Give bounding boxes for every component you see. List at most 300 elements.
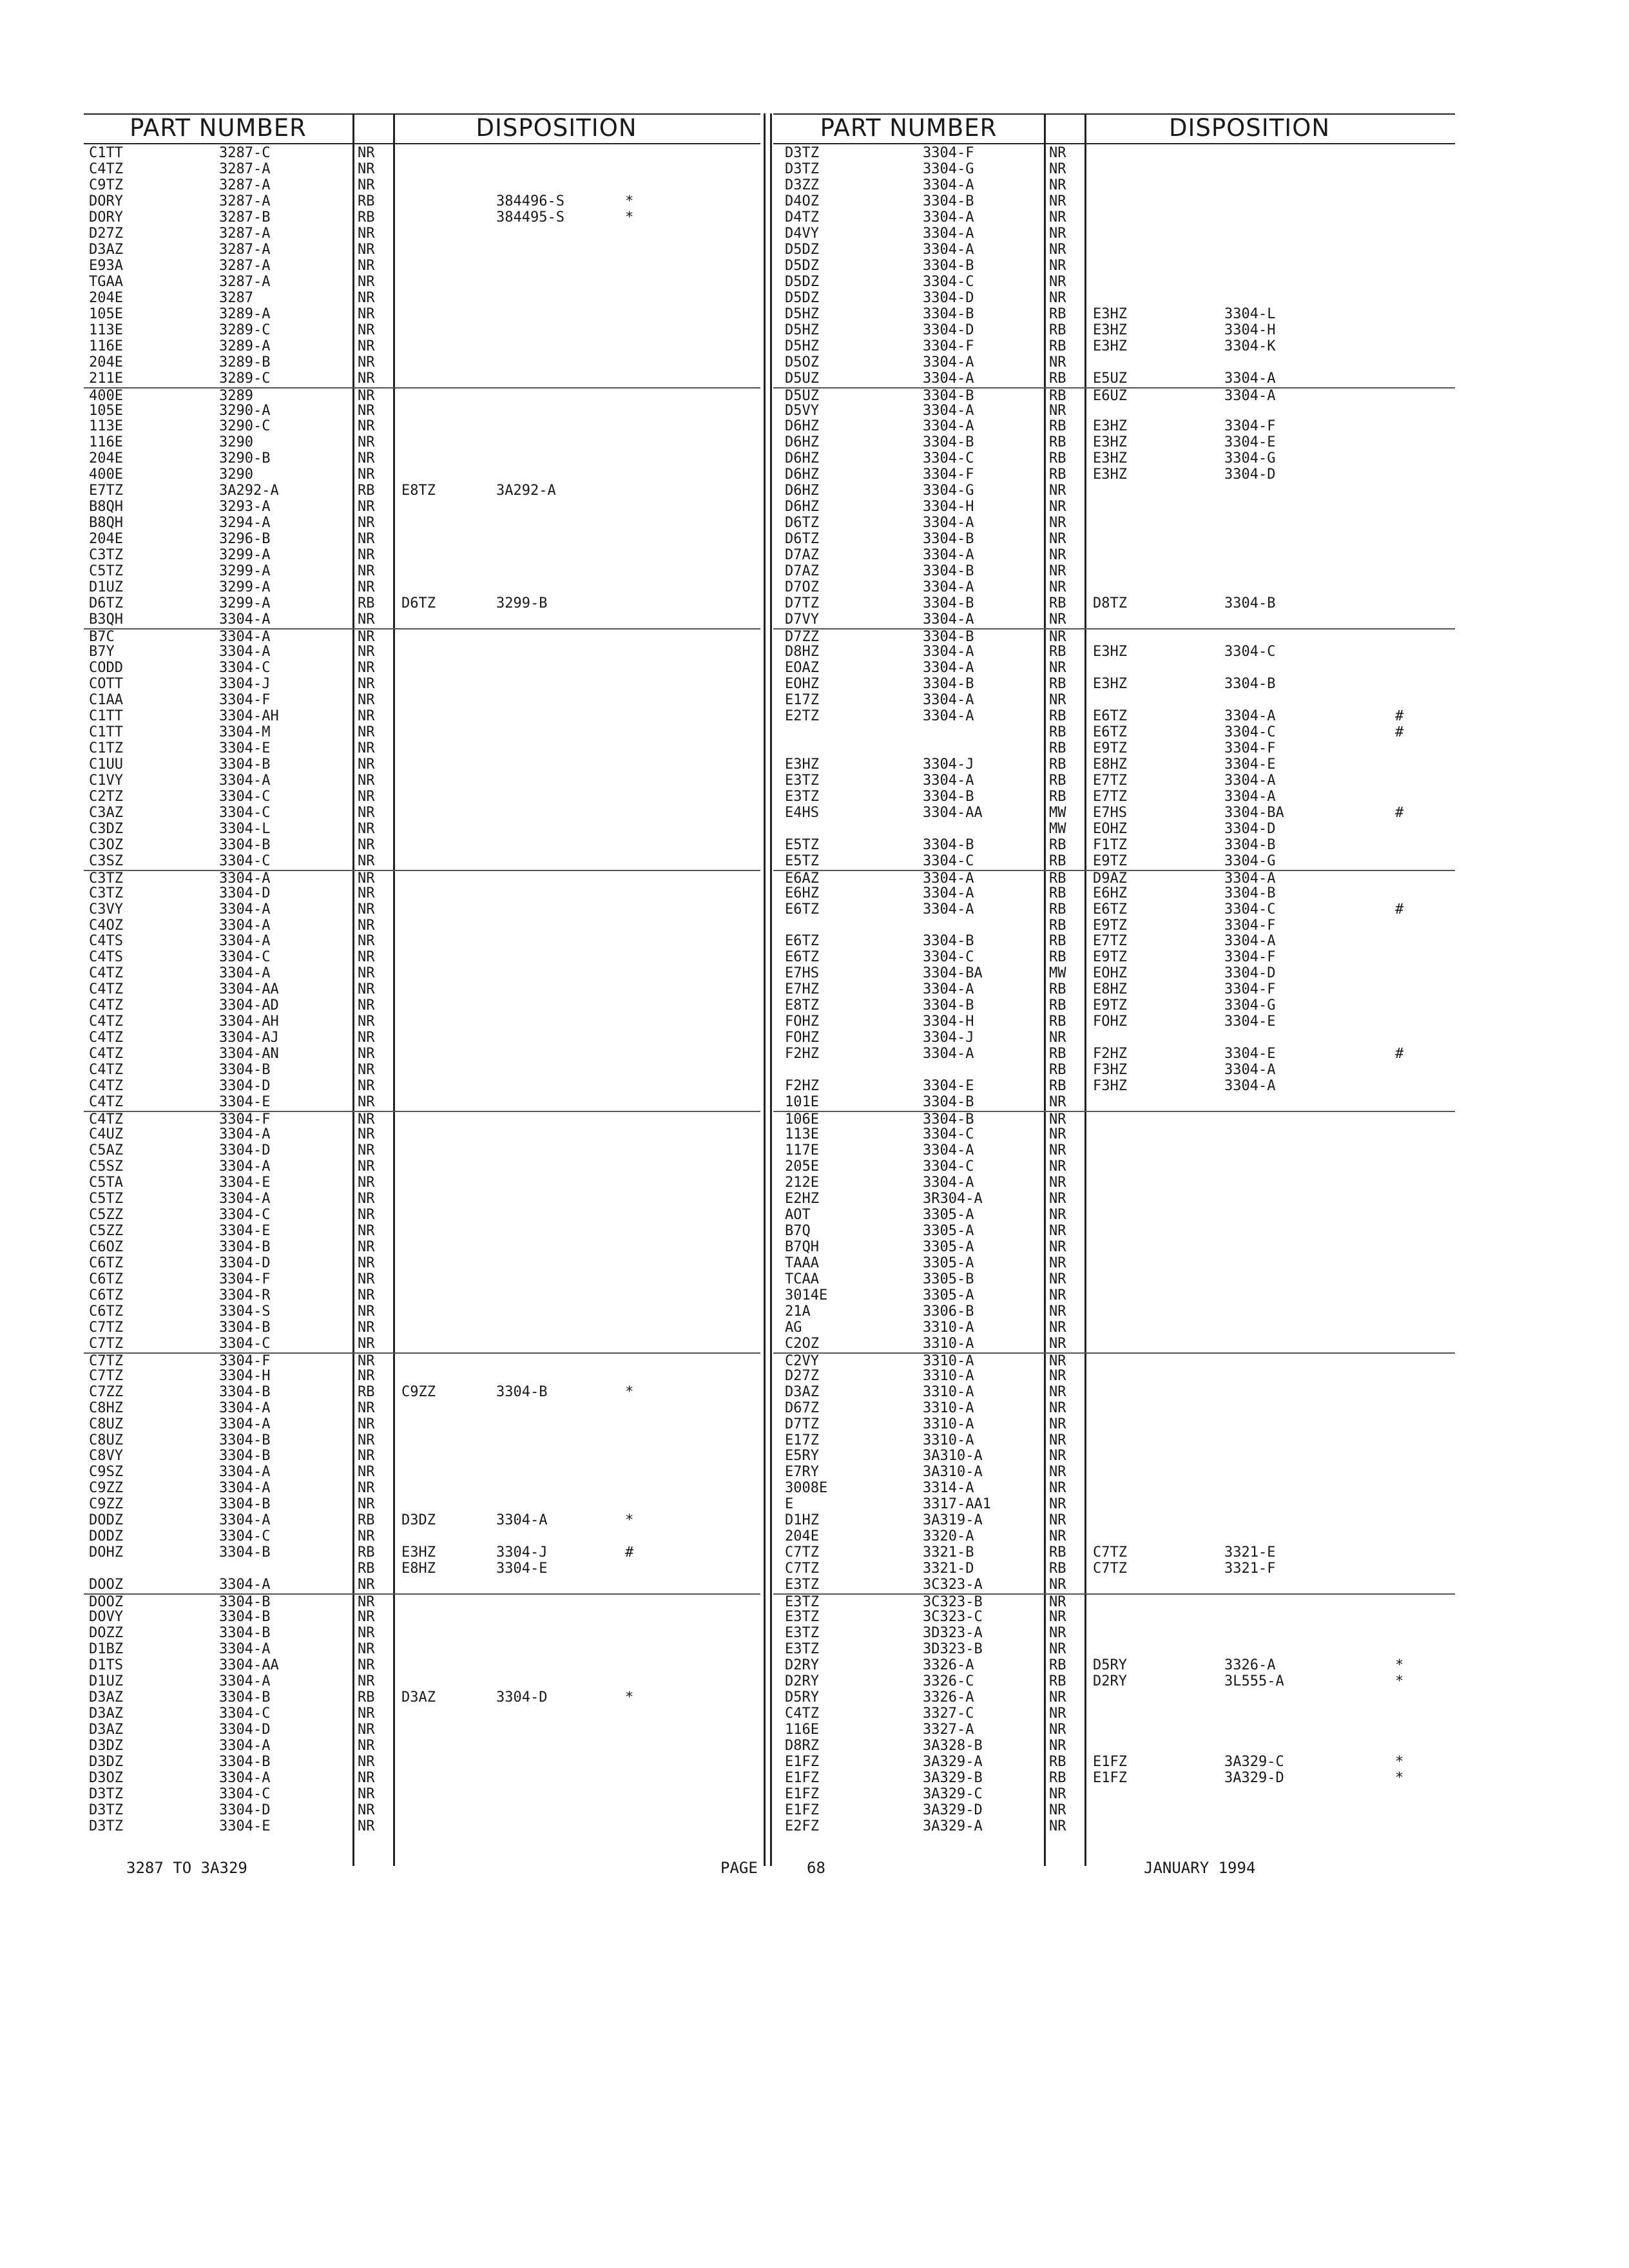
prefix-cell: E6TZ (785, 949, 819, 966)
part-number-cell: 3304-A (923, 547, 974, 564)
disposition-code-cell: NR (358, 1528, 375, 1545)
table-row (84, 628, 760, 644)
prefix-cell: C3SZ (89, 852, 123, 869)
prefix-cell: C6TZ (89, 1254, 123, 1271)
part-number-cell: 3304-C (923, 1126, 974, 1143)
table-row (773, 644, 1455, 660)
prefix-cell: D5DZ (785, 257, 819, 274)
prefix-cell: D2RY (785, 1657, 819, 1674)
replacement-prefix-cell: EOHZ (1093, 965, 1127, 982)
prefix-cell: 3008E (785, 1480, 828, 1497)
disposition-code-cell: NR (1049, 547, 1066, 564)
disposition-code-cell: NR (358, 901, 375, 918)
part-number-cell: 3A328-B (923, 1737, 983, 1754)
table-row (773, 1288, 1455, 1304)
prefix-cell: D7TZ (785, 1416, 819, 1432)
replacement-prefix-cell: E6TZ (1093, 901, 1127, 918)
table-row (773, 194, 1455, 210)
part-number-cell: 3304-A (219, 917, 271, 934)
part-number-cell: 3304-F (219, 1111, 271, 1128)
prefix-cell: B8QH (89, 499, 123, 515)
prefix-cell: C3AZ (89, 804, 123, 821)
part-number-cell: 3290-A (219, 402, 271, 419)
disposition-code-cell: NR (1049, 1222, 1066, 1239)
disposition-code-cell: NR (358, 917, 375, 934)
table-row (773, 966, 1455, 982)
table-row (84, 1207, 760, 1224)
prefix-cell: 113E (89, 322, 123, 338)
part-number-cell: 3304-B (923, 629, 974, 646)
table-row (84, 371, 760, 387)
disposition-code-cell: RB (1049, 370, 1066, 387)
table-row (773, 1545, 1455, 1561)
part-number-cell: 3304-C (923, 1158, 974, 1175)
disposition-code-cell: RB (1049, 1769, 1066, 1786)
part-number-cell: 3304-H (219, 1367, 271, 1384)
table-row (773, 1497, 1455, 1513)
table-row (84, 419, 760, 435)
disposition-code-cell: RB (358, 1544, 375, 1561)
table-row (84, 1577, 760, 1593)
table-row (773, 1320, 1455, 1336)
prefix-cell: C4TZ (89, 1014, 123, 1030)
part-number-cell: 3304-C (923, 450, 974, 467)
table-row (84, 1352, 760, 1369)
replacement-number-cell: 3321-F (1224, 1561, 1276, 1577)
part-number-cell: 3304-A (923, 707, 974, 724)
disposition-code-cell: NR (358, 852, 375, 869)
prefix-cell: D4OZ (785, 193, 819, 209)
disposition-code-cell: RB (358, 1689, 375, 1706)
part-number-cell: 3304-A (219, 1512, 271, 1529)
prefix-cell: C3TZ (89, 885, 123, 901)
table-row (84, 902, 760, 918)
table-row (84, 1610, 760, 1626)
disposition-code-cell: RB (1049, 595, 1066, 612)
table-row (84, 548, 760, 564)
table-row (84, 1320, 760, 1336)
part-number-cell: 3304-A (219, 1126, 271, 1143)
table-row (84, 822, 760, 838)
disposition-code-cell: NR (358, 836, 375, 853)
table-row (773, 612, 1455, 628)
table-row (84, 580, 760, 596)
part-number-cell: 3304-F (219, 1271, 271, 1287)
center-divider (770, 113, 772, 1866)
prefix-cell: C4TZ (785, 1705, 819, 1722)
prefix-cell: AG (785, 1319, 802, 1336)
replacement-prefix-cell: F3HZ (1093, 1078, 1127, 1095)
disposition-code-cell: NR (358, 1287, 375, 1303)
part-number-cell: 3304-B (923, 434, 974, 451)
part-number-cell: 3304-AD (219, 997, 279, 1014)
prefix-cell: D3TZ (89, 1785, 123, 1802)
disposition-code-cell: RB (1049, 707, 1066, 724)
part-number-cell: 3305-A (923, 1287, 974, 1303)
table-row (773, 274, 1455, 291)
disposition-code-cell: NR (358, 434, 375, 451)
prefix-cell: D1TS (89, 1657, 123, 1674)
right-rows (773, 146, 1455, 1835)
part-number-cell: 3304-C (219, 788, 271, 805)
table-row (84, 1224, 760, 1240)
disposition-code-cell: NR (358, 515, 375, 532)
footer-date: JANUARY 1994 (1144, 1859, 1256, 1877)
part-number-cell: 3304-A (219, 1673, 271, 1690)
part-number-cell: 3289-B (219, 354, 271, 370)
part-number-cell: 3304-AJ (219, 1030, 279, 1046)
part-number-cell: 3304-A (219, 772, 271, 789)
part-number-cell: 3304-A (219, 1464, 271, 1481)
part-number-cell: 3320-A (923, 1528, 974, 1545)
prefix-cell: D3AZ (89, 1721, 123, 1738)
part-number-cell: 3C323-A (923, 1577, 983, 1593)
replacement-prefix-cell: E6UZ (1093, 387, 1127, 404)
prefix-cell: 204E (89, 289, 123, 306)
prefix-cell: AOT (785, 1206, 811, 1223)
left-table (84, 113, 760, 1866)
table-row (773, 709, 1455, 725)
table-row (773, 1690, 1455, 1706)
table-row (773, 1593, 1455, 1610)
replacement-number-cell: 3299-B (496, 595, 548, 612)
disposition-code-cell: NR (1049, 1416, 1066, 1432)
disposition-code-cell: RB (1049, 901, 1066, 918)
footer-page-label: PAGE (720, 1859, 758, 1877)
table-row (84, 1674, 760, 1690)
table-row (84, 1159, 760, 1175)
part-number-cell: 3304-A (923, 1046, 974, 1062)
table-row (84, 435, 760, 451)
table-row (84, 1304, 760, 1320)
table-row (84, 805, 760, 822)
replacement-prefix-cell: C7TZ (1093, 1561, 1127, 1577)
replacement-prefix-cell: C7TZ (1093, 1544, 1127, 1561)
prefix-cell: E2HZ (785, 1190, 819, 1207)
disposition-code-cell: NR (358, 466, 375, 483)
part-number-cell: 3299-A (219, 579, 271, 596)
prefix-cell: E1FZ (785, 1802, 819, 1818)
part-number-cell: 3C323-B (923, 1594, 983, 1611)
disposition-code-cell: NR (1049, 1383, 1066, 1400)
table-row (84, 1127, 760, 1143)
part-number-cell: 3304-B (923, 788, 974, 805)
note-mark-cell: * (625, 1689, 634, 1706)
disposition-code-cell: NR (358, 1641, 375, 1658)
prefix-cell: D3AZ (89, 1689, 123, 1706)
disposition-code-cell: NR (358, 1705, 375, 1722)
replacement-prefix-cell: D5RY (1093, 1657, 1127, 1674)
prefix-cell: C3TZ (89, 547, 123, 564)
prefix-cell: C4TZ (89, 981, 123, 998)
disposition-code-cell: NR (1049, 1448, 1066, 1465)
table-row (84, 1771, 760, 1787)
disposition-code-cell: NR (1049, 531, 1066, 548)
replacement-prefix-cell: F2HZ (1093, 1046, 1127, 1062)
disposition-code-cell: NR (358, 1158, 375, 1175)
disposition-code-cell: NR (1049, 209, 1066, 226)
prefix-cell: E17Z (785, 1432, 819, 1448)
disposition-code-cell: NR (358, 1753, 375, 1770)
part-number-cell: 3304-D (219, 885, 271, 901)
part-number-cell: 3321-D (923, 1561, 974, 1577)
replacement-number-cell: 3304-J (496, 1544, 548, 1561)
table-row (84, 1272, 760, 1288)
replacement-number-cell: 3304-F (1224, 981, 1276, 998)
disposition-code-cell: NR (1049, 160, 1066, 177)
replacement-prefix-cell: E3HZ (1093, 466, 1127, 483)
prefix-cell: E4HS (785, 804, 819, 821)
table-row (773, 1095, 1455, 1111)
note-mark-cell: # (1395, 707, 1404, 724)
disposition-code-cell: NR (358, 1367, 375, 1384)
disposition-code-cell: NR (358, 1416, 375, 1432)
table-row (773, 677, 1455, 693)
prefix-cell: E3HZ (785, 756, 819, 773)
table-row (84, 1722, 760, 1738)
prefix-cell: D3ZZ (785, 177, 819, 193)
disposition-code-cell: NR (1049, 1496, 1066, 1513)
table-row (773, 773, 1455, 789)
table-row (84, 1046, 760, 1062)
prefix-cell: 205E (785, 1158, 819, 1175)
table-row (84, 757, 760, 773)
prefix-cell: D3AZ (89, 241, 123, 258)
disposition-code-cell: NR (358, 1271, 375, 1287)
prefix-cell: 116E (89, 434, 123, 451)
replacement-prefix-cell: D9AZ (1093, 870, 1127, 887)
prefix-cell: D5DZ (785, 241, 819, 258)
prefix-cell: D6HZ (785, 418, 819, 435)
part-number-cell: 3287-A (219, 193, 271, 209)
prefix-cell: D1UZ (89, 579, 123, 596)
replacement-number-cell: 3304-B (1224, 885, 1276, 901)
disposition-code-cell: NR (1049, 1528, 1066, 1545)
part-number-cell: 3A310-A (923, 1464, 983, 1481)
replacement-prefix-cell: E8HZ (1093, 981, 1127, 998)
disposition-code-cell: RB (1049, 305, 1066, 322)
part-number-cell: 3304-F (219, 691, 271, 708)
disposition-code-cell: RB (1049, 740, 1066, 756)
table-row (773, 1561, 1455, 1577)
prefix-cell: D3DZ (89, 1753, 123, 1770)
table-row (84, 1513, 760, 1529)
part-number-cell: 3304-M (219, 724, 271, 740)
table-row (773, 822, 1455, 838)
table-row (773, 1127, 1455, 1143)
disposition-code-cell: NR (358, 289, 375, 306)
table-row (84, 677, 760, 693)
disposition-code-cell: NR (358, 1399, 375, 1416)
replacement-number-cell: 3A292-A (496, 483, 556, 499)
prefix-cell: 116E (785, 1721, 819, 1738)
part-number-cell: 3D323-A (923, 1625, 983, 1642)
table-row (84, 1626, 760, 1642)
part-number-cell: 3304-E (219, 1818, 271, 1834)
table-row (84, 660, 760, 677)
part-number-cell: 3304-D (219, 1078, 271, 1095)
disposition-code-cell: RB (358, 209, 375, 226)
prefix-cell: C1VY (89, 772, 123, 789)
table-row (773, 1674, 1455, 1690)
prefix-cell: E6AZ (785, 870, 819, 887)
disposition-code-cell: NR (1049, 691, 1066, 708)
part-number-cell: 3306-B (923, 1303, 974, 1320)
part-number-cell: 3304-A (219, 1416, 271, 1432)
prefix-cell: C5SZ (89, 1158, 123, 1175)
replacement-number-cell: 3A329-D (1224, 1769, 1284, 1786)
table-row (84, 467, 760, 483)
disposition-code-cell: NR (1049, 1705, 1066, 1722)
replacement-number-cell: 3304-A (1224, 1062, 1276, 1079)
replacement-number-cell: 384496-S (496, 193, 564, 209)
note-mark-cell: # (1395, 1046, 1404, 1062)
prefix-cell: C6TZ (89, 1303, 123, 1320)
table-row (84, 1030, 760, 1046)
prefix-cell: E3TZ (785, 1594, 819, 1611)
replacement-prefix-cell: E3HZ (1093, 675, 1127, 692)
part-number-cell: 3304-G (923, 160, 974, 177)
part-number-cell: 3327-C (923, 1705, 974, 1722)
disposition-code-cell: NR (358, 1818, 375, 1834)
disposition-code-cell: NR (1049, 354, 1066, 370)
table-row (773, 1207, 1455, 1224)
part-number-cell: 3304-A (923, 660, 974, 676)
disposition-code-cell: NR (358, 756, 375, 773)
table-row (773, 757, 1455, 773)
disposition-code-cell: NR (1049, 1030, 1066, 1046)
table-row (773, 1433, 1455, 1449)
table-row (773, 838, 1455, 854)
table-row (773, 918, 1455, 934)
disposition-code-cell: NR (1049, 1190, 1066, 1207)
table-row (84, 1819, 760, 1835)
disposition-code-cell: NR (358, 338, 375, 354)
prefix-cell: C4TZ (89, 997, 123, 1014)
replacement-number-cell: 3326-A (1224, 1657, 1276, 1674)
note-mark-cell: # (1395, 901, 1404, 918)
part-number-cell: 3304-BA (923, 965, 983, 982)
disposition-code-cell: NR (358, 1030, 375, 1046)
replacement-number-cell: 3304-L (1224, 305, 1276, 322)
prefix-cell: B3QH (89, 611, 123, 628)
table-row (773, 854, 1455, 870)
part-number-cell: 3304-B (923, 387, 974, 404)
part-number-cell: 3304-B (219, 1062, 271, 1079)
table-row (84, 226, 760, 242)
disposition-code-cell: RB (358, 1512, 375, 1529)
disposition-code-cell: RB (358, 1561, 375, 1577)
replacement-number-cell: 3304-H (1224, 322, 1276, 338)
part-number-cell: 3304-A (923, 515, 974, 532)
disposition-code-cell: NR (358, 579, 375, 596)
part-number-cell: 3304-A (219, 965, 271, 982)
prefix-cell: CODD (89, 660, 123, 676)
part-number-cell: 3304-B (219, 1753, 271, 1770)
table-row (773, 532, 1455, 548)
table-row (773, 1448, 1455, 1465)
disposition-code-cell: MW (1049, 965, 1066, 982)
part-number-cell: 3304-AN (219, 1046, 279, 1062)
disposition-code-cell: NR (1049, 1512, 1066, 1529)
part-number-cell: 3304-J (923, 1030, 974, 1046)
prefix-cell: EOHZ (785, 675, 819, 692)
disposition-code-cell: RB (1049, 1062, 1066, 1079)
disposition-code-cell: NR (358, 370, 375, 387)
disposition-code-cell: NR (358, 1352, 375, 1369)
replacement-prefix-cell: E3HZ (1093, 418, 1127, 435)
prefix-cell: D3AZ (89, 1705, 123, 1722)
disposition-code-cell: NR (358, 563, 375, 580)
table-row (773, 1513, 1455, 1529)
table-row (773, 886, 1455, 902)
disposition-code-cell: NR (358, 1737, 375, 1754)
part-number-cell: 3304-B (923, 836, 974, 853)
part-number-cell: 3304-E (219, 1094, 271, 1111)
part-number-cell: 3310-A (923, 1335, 974, 1352)
prefix-cell: C7ZZ (89, 1383, 123, 1400)
prefix-cell: C4TZ (89, 1062, 123, 1079)
disposition-code-cell: RB (1049, 788, 1066, 805)
table-row (773, 1577, 1455, 1593)
disposition-code-cell: RB (1049, 1657, 1066, 1674)
part-number-cell: 3304-A (923, 225, 974, 242)
part-number-cell: 3304-A (219, 901, 271, 918)
disposition-code-cell: NR (1049, 145, 1066, 161)
disposition-code-cell: NR (358, 1594, 375, 1611)
disposition-code-cell: NR (1049, 1594, 1066, 1611)
replacement-number-cell: 3304-G (1224, 450, 1276, 467)
table-row (84, 1529, 760, 1545)
replacement-prefix-cell: E5UZ (1093, 370, 1127, 387)
prefix-cell: E6TZ (785, 933, 819, 950)
prefix-cell: 212E (785, 1175, 819, 1191)
part-number-cell: 3304-C (219, 949, 271, 966)
table-row (84, 1658, 760, 1674)
table-row (84, 146, 760, 162)
table-row (84, 307, 760, 323)
prefix-cell: E3TZ (785, 1577, 819, 1593)
prefix-cell: C5AZ (89, 1142, 123, 1159)
disposition-code-cell: NR (1049, 611, 1066, 628)
replacement-number-cell: 3304-C (1224, 644, 1276, 660)
prefix-cell: C5TZ (89, 1190, 123, 1207)
replacement-number-cell: 3304-E (1224, 434, 1276, 451)
disposition-code-cell: NR (358, 1254, 375, 1271)
replacement-number-cell: 3304-A (496, 1512, 548, 1529)
replacement-number-cell: 3304-F (1224, 740, 1276, 756)
replacement-number-cell: 3A329-C (1224, 1753, 1284, 1770)
table-row (84, 725, 760, 741)
table-row (84, 162, 760, 178)
part-number-cell: 3A329-B (923, 1769, 983, 1786)
table-row (773, 515, 1455, 532)
disposition-code-cell: RB (1049, 1014, 1066, 1030)
table-row (84, 1754, 760, 1771)
part-number-cell: 3304-C (219, 1206, 271, 1223)
replacement-prefix-cell: D6TZ (401, 595, 436, 612)
part-number-cell: 3310-A (923, 1352, 974, 1369)
disposition-code-cell: NR (358, 675, 375, 692)
replacement-number-cell: 3304-E (1224, 1046, 1276, 1062)
table-row (84, 1433, 760, 1449)
replacement-prefix-cell: C9ZZ (401, 1383, 436, 1400)
prefix-cell: 204E (89, 354, 123, 370)
disposition-code-cell: RB (1049, 772, 1066, 789)
disposition-code-cell: NR (358, 305, 375, 322)
prefix-cell: C4TZ (89, 1046, 123, 1062)
part-number-cell: 3304-F (923, 145, 974, 161)
